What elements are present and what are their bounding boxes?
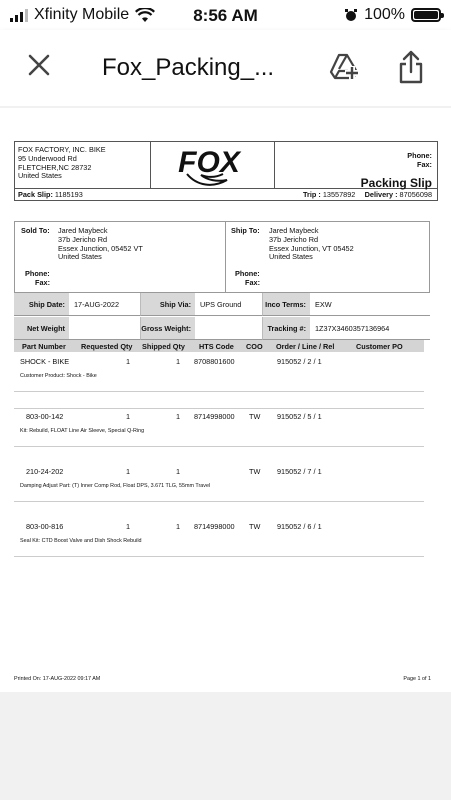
- row-divider: [14, 408, 424, 409]
- row-divider: [14, 446, 424, 447]
- status-bar: [0, 0, 451, 30]
- order-line-rel: 915052 / 2 / 1: [277, 357, 322, 366]
- hts-code: 8714998000: [194, 412, 235, 421]
- doc-title: Packing Slip: [360, 176, 432, 190]
- contact-cell: [275, 142, 437, 188]
- item-description: Customer Product: Shock - Bike: [20, 373, 97, 379]
- ship-to-name: Jared Maybeck: [269, 226, 319, 235]
- viewer-toolbar: [0, 30, 451, 106]
- trip: Trip : 13557892: [303, 190, 356, 199]
- pdf-viewer[interactable]: [0, 106, 451, 696]
- battery-percent: 100%: [364, 6, 405, 23]
- ship-to: [225, 222, 429, 292]
- gross-weight: [195, 317, 263, 340]
- tracking-number: 1Z37X3460357136964: [310, 317, 430, 340]
- delivery: Delivery : 87056098: [364, 190, 432, 199]
- coo: TW: [249, 467, 261, 476]
- share-icon[interactable]: [398, 50, 424, 84]
- logo-text: FOX: [178, 146, 240, 179]
- carrier-name: Xfinity Mobile: [34, 6, 130, 23]
- alarm-icon: [344, 8, 358, 22]
- ship-to-fax-label: Fax:: [245, 278, 261, 287]
- col-shipped-qty: Shipped Qty: [142, 342, 185, 351]
- page-number: Page 1 of 1: [403, 676, 431, 682]
- inco-terms-label: Inco Terms:: [263, 293, 310, 316]
- address-box: [14, 221, 430, 293]
- order-line-rel: 915052 / 6 / 1: [277, 522, 322, 531]
- order-line-rel: 915052 / 5 / 1: [277, 412, 322, 421]
- item-description: Damping Adjust Part: (T) Inner Comp Rod, Float DPS, 3.671 TLG, 55mm Travel: [20, 483, 211, 489]
- hts-code: 8714998000: [194, 522, 235, 531]
- item-description: Kit: Rebuild, FLOAT Line Air Sleeve, Special Q-Ring: [20, 428, 145, 434]
- ship-via-label: Ship Via:: [141, 293, 195, 316]
- sold-to-city: Essex Junction, 05452 VT: [58, 243, 143, 253]
- part-number: 803-00-142: [26, 412, 64, 421]
- header-box: [14, 141, 438, 189]
- order-line-rel: 915052 / 7 / 1: [277, 467, 322, 476]
- company-street: 95 Underwood Rd: [18, 153, 77, 163]
- item-description: Seal Kit: CTD Boost Valve and Dish Shock Rebuild: [20, 538, 142, 544]
- battery-area: [344, 6, 441, 24]
- ship-to-label: Ship To:: [231, 226, 260, 235]
- ship-date-label: Ship Date:: [14, 293, 69, 316]
- sold-to: [15, 222, 226, 292]
- file-title: Fox_Packing_...: [102, 54, 275, 81]
- printed-on: Printed On: 17-AUG-2022 09:17 AM: [14, 676, 101, 682]
- company-city: FLETCHER,NC 28732: [18, 162, 92, 172]
- sold-to-name: Jared Maybeck: [58, 226, 108, 235]
- shipped-qty: 1: [176, 412, 181, 421]
- hts-code: 8708801600: [194, 357, 235, 366]
- battery-icon: [411, 8, 441, 22]
- requested-qty: 1: [126, 522, 131, 531]
- sold-to-country: United States: [58, 252, 102, 262]
- ship-via: UPS Ground: [195, 293, 263, 316]
- shipped-qty: 1: [176, 357, 181, 366]
- clock: 8:56 AM: [193, 6, 258, 25]
- part-number: 210-24-202: [26, 467, 64, 476]
- sold-to-phone-label: Phone:: [25, 269, 50, 278]
- row-divider: [14, 556, 424, 557]
- logo-cell: [151, 142, 275, 188]
- close-icon[interactable]: [26, 52, 52, 78]
- sold-to-label: Sold To:: [21, 226, 50, 235]
- phone-label: Phone:: [407, 151, 432, 160]
- col-coo: COO: [246, 342, 263, 351]
- requested-qty: 1: [126, 412, 131, 421]
- fox-logo: [151, 142, 273, 188]
- pack-slip: Pack Slip: 1185193: [18, 190, 83, 199]
- shipped-qty: 1: [176, 467, 181, 476]
- ship-to-street: 37b Jericho Rd: [269, 234, 319, 244]
- col-part-number: Part Number: [22, 342, 66, 351]
- viewer-bottom-area: [0, 696, 451, 800]
- sold-to-street: 37b Jericho Rd: [58, 234, 108, 244]
- col-order-line-rel: Order / Line / Rel: [276, 342, 335, 351]
- requested-qty: 1: [126, 357, 131, 366]
- slip-info-bar: [14, 189, 438, 201]
- tracking-label: Tracking #:: [263, 317, 310, 340]
- ship-to-country: United States: [269, 252, 313, 262]
- col-requested-qty: Requested Qty: [81, 342, 133, 351]
- company-name: FOX FACTORY, INC. BIKE: [18, 145, 106, 154]
- gross-weight-label: Gross Weight:: [141, 317, 195, 340]
- shipped-qty: 1: [176, 522, 181, 531]
- col-hts-code: HTS Code: [199, 342, 234, 351]
- fax-label: Fax:: [416, 160, 432, 169]
- sold-to-fax-label: Fax:: [35, 278, 51, 287]
- items-table-header: [14, 340, 424, 352]
- shipment-info: [14, 293, 430, 340]
- net-weight-label: Net Weight: [14, 317, 69, 340]
- ship-date: 17-AUG-2022: [69, 293, 141, 316]
- company-address: [15, 142, 151, 188]
- part-number: 803-00-816: [26, 522, 64, 531]
- ship-to-city: Essex Junction, VT 05452: [269, 243, 354, 253]
- coo: TW: [249, 522, 261, 531]
- row-divider: [14, 501, 424, 502]
- coo: TW: [249, 412, 261, 421]
- company-country: United States: [18, 171, 62, 181]
- col-customer-po: Customer PO: [356, 342, 403, 351]
- row-divider: [14, 391, 424, 392]
- requested-qty: 1: [126, 467, 131, 476]
- add-to-drive-icon[interactable]: [328, 52, 360, 82]
- ship-to-phone-label: Phone:: [235, 269, 260, 278]
- part-number: SHOCK - BIKE: [20, 357, 70, 366]
- pdf-page: [0, 108, 451, 692]
- net-weight: [69, 317, 141, 340]
- inco-terms: EXW: [310, 293, 430, 316]
